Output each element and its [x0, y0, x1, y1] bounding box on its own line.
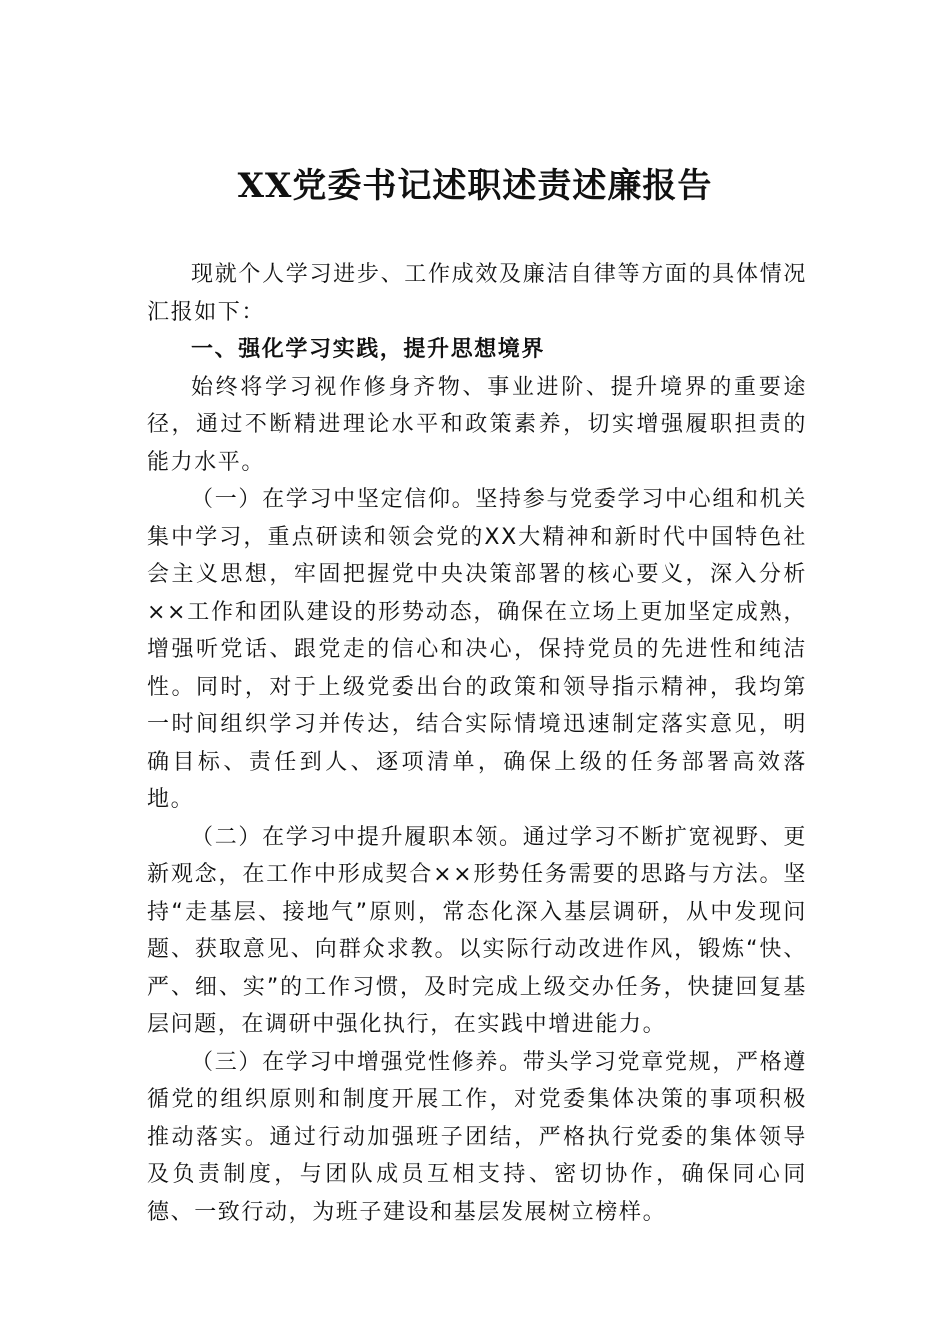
document-title: XX党委书记述职述责述廉报告 [237, 166, 713, 206]
document-body [147, 256, 807, 1231]
subsection-paragraph-1 [147, 481, 807, 819]
subsection-lead: （二）在学习中提升履职本领。 [191, 824, 523, 850]
subsection-text: 通过学习不断扩宽视野、更新观念，在工作中形成契合××形势任务需要的思路与方法。坚持“走基层、接地气”原则，常态化深入基层调研，从中发现问题、获取意见、向群众求教。以实际行动改进作风，锻炼“快、严、细、实”的工作习惯，及时完成上级交办任务，快捷回复基层问题，在调研中强化执行，在实践中增进能力。 [147, 824, 808, 1037]
subsection-lead: （三）在学习中增强党性修养。 [191, 1049, 523, 1075]
subsection-text: 坚持参与党委学习中心组和机关集中学习，重点研读和领会党的XX大精神和新时代中国特色社会主义思想，牢固把握党中央决策部署的核心要义，深入分析××工作和团队建设的形势动态，确保在立场上更加坚定成熟，增强听党话、跟党走的信心和决心，保持党员的先进性和纯洁性。同时，对于上级党委出台的政策和领导指示精神，我均第一时间组织学习并传达，结合实际情境迅速制定落实意见，明确目标、责任到人、逐项清单，确保上级的任务部署高效落地。 [147, 487, 808, 812]
section-overview-paragraph: 始终将学习视作修身齐物、事业进阶、提升境界的重要途径，通过不断精进理论水平和政策素养，切实增强履职担责的能力水平。 [147, 374, 807, 475]
subsection-paragraph-3 [147, 1044, 807, 1232]
intro-paragraph: 现就个人学习进步、工作成效及廉洁自律等方面的具体情况汇报如下： [147, 262, 807, 325]
subsection-text: 带头学习党章党规，严格遵循党的组织原则和制度开展工作，对党委集体决策的事项积极推动落实。通过行动加强班子团结，严格执行党委的集体领导及负责制度，与团队成员互相支持、密切协作，确保同心同德、一致行动，为班子建设和基层发展树立榜样。 [147, 1049, 808, 1225]
subsection-lead: （一）在学习中坚定信仰。 [191, 487, 476, 512]
subsection-paragraph-2 [147, 819, 807, 1044]
section-heading: 一、强化学习实践，提升思想境界 [191, 337, 546, 362]
